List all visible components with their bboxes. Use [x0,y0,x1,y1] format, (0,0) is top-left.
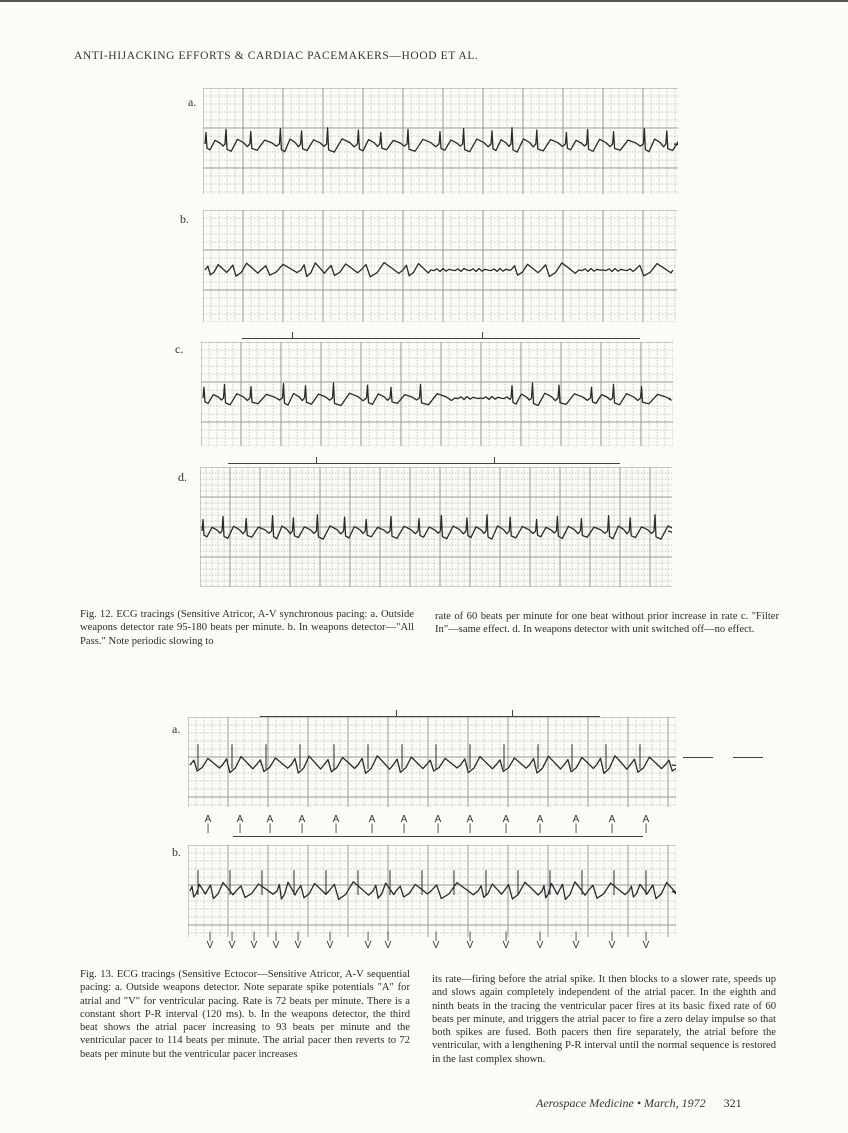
ventricular-marker: | V [466,931,474,951]
atrial-marker: A | [572,814,580,834]
fig13-atrial-marker-row [0,815,848,841]
page-number: 321 [723,1096,742,1110]
atrial-marker: A | [642,814,650,834]
fig12-ecg-strip-d [200,467,672,587]
ventricular-marker: | V [642,931,650,951]
fig12-label-b: b. [180,212,189,226]
ventricular-marker: | V [272,931,280,951]
fig12-event-tick [482,332,483,338]
atrial-marker: A | [400,814,408,834]
ventricular-marker: | V [432,931,440,951]
fig13-ecg-strip-a [188,717,676,807]
s12a-svg [203,88,678,194]
fig12-ecg-strip-a [203,88,678,194]
journal-citation: Aerospace Medicine • March, 1972 [536,1096,706,1110]
atrial-marker: A | [204,814,212,834]
pacer-spikes [198,870,646,895]
fig13-caption-right: its rate—firing before the atrial spike. It then blocks to a slower rate, speeds up and slows again completely independent of the atrial pacer. In the eighth and ninth beats in the tracing the ventricular pacer fires at its basic fixed rate of 60 beats per minute, and triggers the atrial pacer to fire a zero delay impulse so that both spikes are fused. Both pacers then fire separately, the atrial before the ventricular, with a lengthening P-R interval until the normal sequence is restored in the last complex shown. [432,974,776,1065]
fig13-event-tick [396,710,397,716]
atrial-marker: A | [236,814,244,834]
ecg-grid [188,845,676,937]
s13a-svg [188,717,676,807]
fig13-ventricular-marker-row [0,932,848,958]
ecg-trace [190,756,676,774]
fig13-event-rule-b [233,836,643,837]
ecg-trace [205,128,678,152]
fig13-caption-left: Fig. 13. ECG tracings (Sensitive Ectocor—Sensitive Atricor, A-V sequential pacing: a. Outside weapons detector. Note separate spike potentials "A" for atrial and "V" for ventricular pacing. Rate is 72 beats per minute. There is a constant short P-R interval (120 ms). b. In the weapons detector, the third beat shows the atrial pacer increasing to 93 beats per minute and the ventricular pacer to 114 beats per minute. The atrial pacer then reverts to 72 beats per minute but the ventricular pacer increases [80,969,410,1060]
ventricular-marker: | V [502,931,510,951]
ventricular-marker: | V [228,931,236,951]
ventricular-marker: | V [572,931,580,951]
ecg-trace [190,882,676,900]
fig12-event-rule-c [242,338,640,339]
fig13-event-tick [512,710,513,716]
atrial-marker: A | [368,814,376,834]
ecg-grid [203,210,677,322]
atrial-marker: A | [536,814,544,834]
s12b-svg [203,210,677,322]
atrial-marker: A | [608,814,616,834]
fig12-caption-left: Fig. 12. ECG tracings (Sensitive Atricor, A-V synchronous pacing: a. Outside weapons detector rate 95-180 beats per minute. b. In weapons detector—"All Pass." Note periodic slowing to [80,609,414,647]
ventricular-marker: | V [364,931,372,951]
ventricular-marker: | V [294,931,302,951]
atrial-marker: A | [266,814,274,834]
fig12-label-a: a. [188,95,197,109]
ventricular-marker: | V [384,931,392,951]
atrial-marker: A | [434,814,442,834]
fig13-label-a: a. [172,722,181,736]
ecg-grid [200,467,672,587]
s12c-svg [201,342,673,446]
atrial-marker: A | [332,814,340,834]
fig12-event-tick [494,457,495,463]
s12d-svg [200,467,672,587]
fig13-label-b: b. [172,845,181,859]
atrial-marker: A | [298,814,306,834]
ventricular-marker: | V [206,931,214,951]
fig13-baseline-dash [683,757,713,758]
fig12-event-tick [292,332,293,338]
fig12-label-d: d. [178,470,187,484]
atrial-marker: A | [502,814,510,834]
running-title: ANTI-HIJACKING EFFORTS & CARDIAC PACEMAKERS—HOOD ET AL. [74,50,479,62]
fig12-caption-right: rate of 60 beats per minute for one beat without prior increase in rate c. "Filter In"—same effect. d. In weapons detector with unit switched off—no effect. [435,611,779,636]
fig12-ecg-strip-b [203,210,677,322]
fig12-event-rule-d [228,463,620,464]
fig13-ecg-strip-b [188,845,676,937]
s13b-svg [188,845,676,937]
fig13-baseline-dash [733,757,763,758]
page-footer [536,1096,742,1111]
fig12-ecg-strip-c [201,342,673,446]
ventricular-marker: | V [536,931,544,951]
fig12-label-c: c. [175,342,184,356]
page-top-rule [0,0,848,2]
ventricular-marker: | V [250,931,258,951]
ventricular-marker: | V [608,931,616,951]
ventricular-marker: | V [326,931,334,951]
atrial-marker: A | [466,814,474,834]
fig12-event-tick [316,457,317,463]
